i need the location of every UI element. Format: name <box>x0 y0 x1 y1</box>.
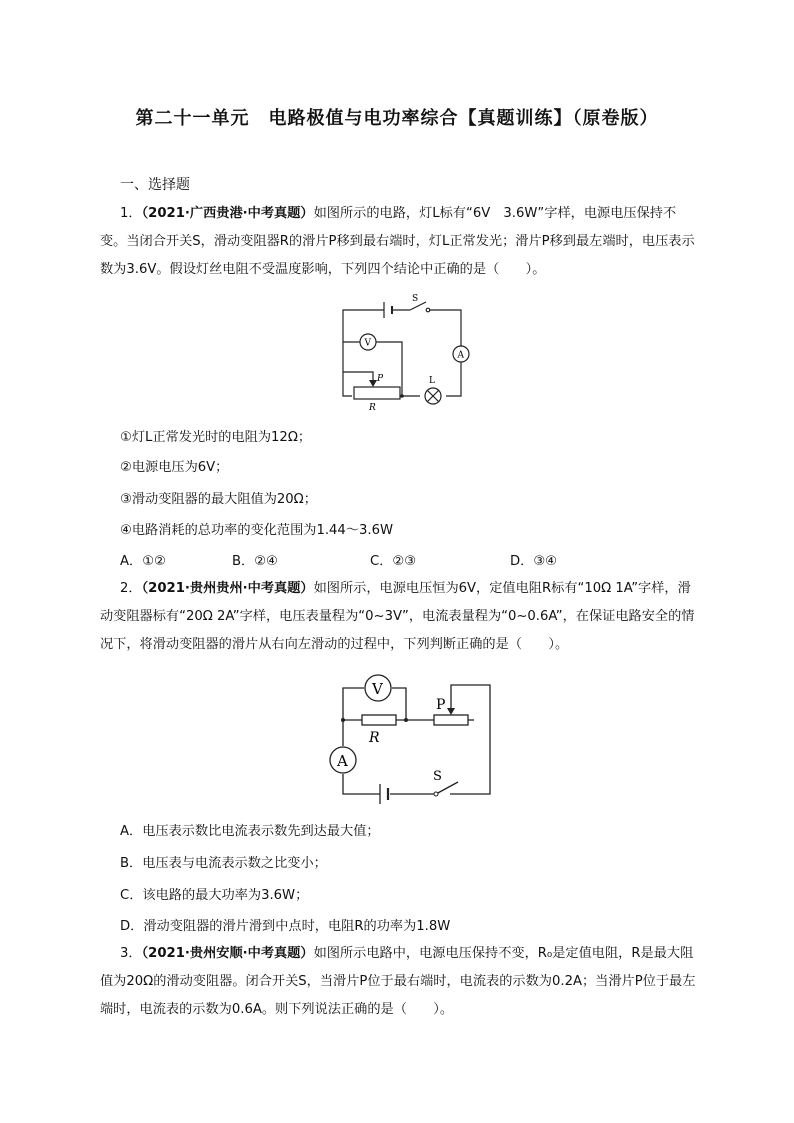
circuit-diagram-2 <box>0 670 794 820</box>
fig2-label-a: A <box>337 752 348 770</box>
question-1-text: 如图所示的电路，灯L标有“6V 3.6W”字样，电源电压保持不变。当闭合开关S，滑动变阻器R的滑片P移到最右端时，灯L正常发光；滑片P移到最左端时，电压表示数为3.6V。假设灯丝电阻不受温度影响，下列四个结论中正确的是（ ）。 <box>100 206 695 277</box>
fig2-label-v: V <box>372 680 383 698</box>
q1-option-b[interactable]: B．②④ <box>232 554 278 569</box>
q1-option-a[interactable]: A．①② <box>120 554 166 569</box>
page-title: 第二十一单元 电路极值与电功率综合【真题训练】（原卷版） <box>135 108 659 129</box>
q1-option-c[interactable]: C．②③ <box>370 554 417 569</box>
question-1-stem <box>100 200 700 284</box>
fig1-label-r: R <box>369 403 376 413</box>
q2-option-b[interactable]: B．电压表与电流表示数之比变小； <box>120 856 327 871</box>
q1-statement-2: ②电源电压为6V； <box>120 460 229 475</box>
fig2-label-r: R <box>369 730 380 746</box>
question-1-source: （2021·广西贵港·中考真题） <box>141 206 314 221</box>
fig1-label-p: P <box>377 374 384 384</box>
question-1-number: 1． <box>120 206 142 221</box>
q1-option-d[interactable]: D．③④ <box>510 554 557 569</box>
q2-option-a[interactable]: A．电压表示数比电流表示数先到达最大值； <box>120 824 380 839</box>
fig1-label-v: V <box>364 338 371 349</box>
question-3-text: 如图所示电路中，电源电压保持不变，R₀是定值电阻，R是最大阻值为20Ω的滑动变阻器。闭合开关S，当滑片P位于最右端时，电流表的示数为0.2A；当滑片P位于最左端时，电流表的示数为0.6A。则下列说法正确的是（ ）。 <box>100 946 696 1017</box>
fig2-label-p: P <box>436 697 446 713</box>
q1-statement-3: ③滑动变阻器的最大阻值为20Ω； <box>120 492 317 507</box>
question-2-text: 如图所示，电源电压恒为6V，定值电阻R标有“10Ω 1A”字样，滑动变阻器标有“20Ω 2A”字样，电压表量程为“0~3V”，电流表量程为“0~0.6A”，在保证电路安全的情况下，将滑动变阻器的滑片从右向左滑动的过程中，下列判断正确的是（ ）。 <box>100 581 695 652</box>
fig1-label-s: S <box>412 294 419 304</box>
fig1-label-a: A <box>457 350 464 361</box>
fig2-label-s: S <box>433 769 442 784</box>
question-3-stem <box>100 940 700 1024</box>
q2-option-d[interactable]: D．滑动变阻器的滑片滑到中点时，电阻R的功率为1.8W <box>120 919 451 934</box>
question-2-number: 2． <box>120 581 142 596</box>
q2-option-c[interactable]: C．该电路的最大功率为3.6W； <box>120 888 309 903</box>
fig1-label-l: L <box>429 376 435 386</box>
section-heading: 一、选择题 <box>120 177 190 193</box>
q1-statement-1: ①灯L正常发光时的电阻为12Ω； <box>120 430 312 445</box>
question-3-number: 3． <box>120 946 142 961</box>
question-3-source: （2021·贵州安顺·中考真题） <box>141 946 314 961</box>
question-2-source: （2021·贵州贵州·中考真题） <box>141 581 314 596</box>
q1-statement-4: ④电路消耗的总功率的变化范围为1.44～3.6W <box>120 523 394 538</box>
question-2-stem <box>100 575 700 659</box>
